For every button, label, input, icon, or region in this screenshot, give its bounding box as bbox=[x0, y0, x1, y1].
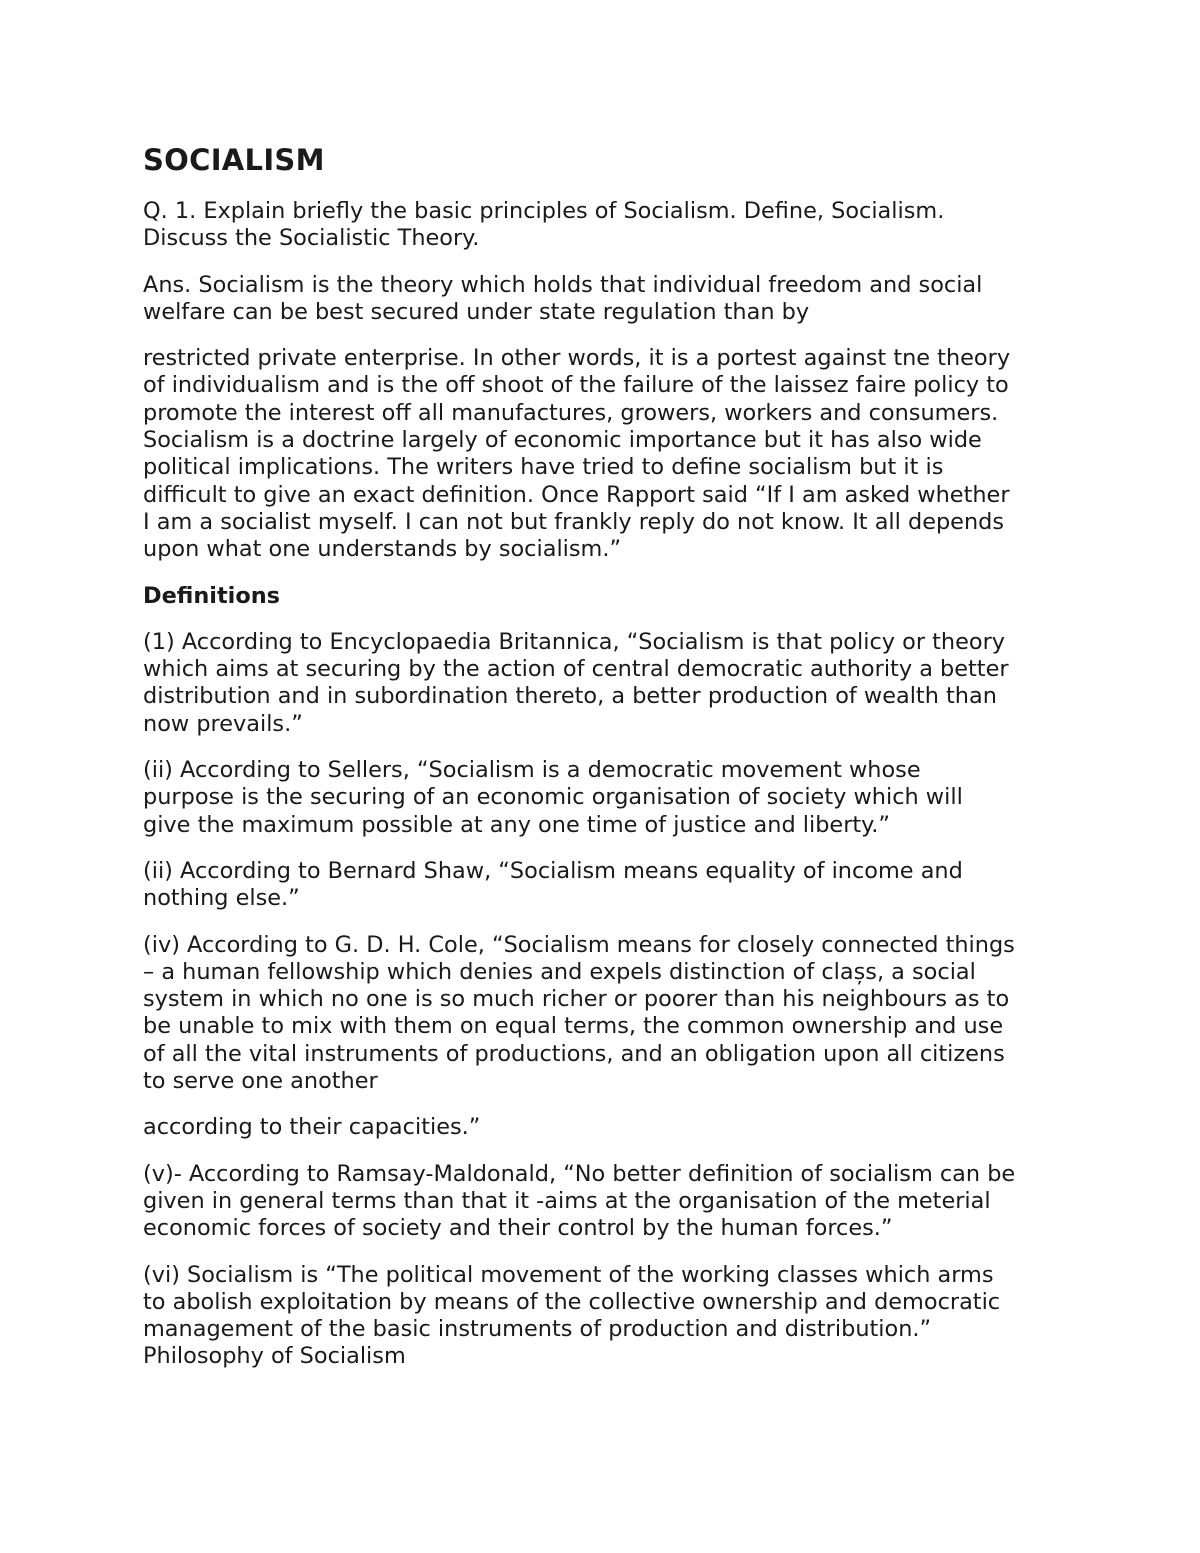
text-line: Q. 1. Explain briefly the basic principles of Socialism. Define, Socialism. bbox=[143, 198, 945, 224]
text-line: which aims at securing by the action of central democratic authority a better bbox=[143, 656, 1009, 683]
definition-paragraph-4-continued bbox=[143, 1114, 1068, 1141]
text-line: to abolish exploitation by means of the collective ownership and democratic bbox=[143, 1288, 1001, 1315]
text-line: upon what one understands by socialism.” bbox=[143, 536, 622, 563]
definition-paragraph-2 bbox=[143, 757, 1068, 839]
text-line: (iv) According to G. D. H. Cole, “Socialism means for closely connected things bbox=[143, 931, 1015, 958]
text-line: (vi) Socialism is “The political movement of the working classes which arms bbox=[143, 1261, 994, 1288]
text-line: (v)- According to Ramsay-Maldonald, “No better definition of socialism can be bbox=[143, 1160, 1016, 1187]
document-content bbox=[143, 140, 1068, 1390]
text-line: (1) According to Encyclopaedia Britannica, “Socialism is that policy or theory bbox=[143, 628, 1006, 655]
text-line: system in which no one is so much richer or poorer than his neighbours as to bbox=[143, 986, 1010, 1013]
definition-paragraph-1 bbox=[143, 629, 1068, 738]
definition-paragraph-3 bbox=[143, 858, 1068, 913]
text-line: – a human fellowship which denies and expels distinction of clașs, a social bbox=[143, 958, 976, 985]
text-line: management of the basic instruments of production and distribution.” bbox=[143, 1316, 932, 1343]
definitions-heading: Definitions bbox=[143, 582, 281, 609]
text-line: political implications. The writers have tried to define socialism but it is bbox=[143, 454, 944, 481]
text-line: Discuss the Socialistic Theory. bbox=[143, 225, 480, 252]
answer-body-paragraph bbox=[143, 345, 1068, 563]
text-line: Philosophy of Socialism bbox=[143, 1343, 406, 1370]
text-line: welfare can be best secured under state regulation than by bbox=[143, 298, 810, 325]
text-line: according to their capacities.” bbox=[143, 1114, 481, 1141]
document-title: SOCIALISM bbox=[143, 143, 325, 177]
text-line: to serve one another bbox=[143, 1068, 378, 1095]
question-paragraph bbox=[143, 198, 1068, 253]
text-line: of all the vital instruments of productions, and an obligation upon all citizens bbox=[143, 1040, 1005, 1067]
text-line: give the maximum possible at any one time of justice and liberty.” bbox=[143, 811, 890, 838]
answer-intro-paragraph bbox=[143, 272, 1068, 327]
definition-paragraph-6 bbox=[143, 1262, 1068, 1371]
text-line: (ii) According to Sellers, “Socialism is a democratic movement whose bbox=[143, 757, 921, 784]
text-line: restricted private enterprise. In other words, it is a portest against tne theory bbox=[143, 345, 1011, 372]
text-line: distribution and in subordination thereto, a better production of wealth than bbox=[143, 683, 997, 710]
definition-paragraph-5 bbox=[143, 1161, 1068, 1243]
text-line: (ii) According to Bernard Shaw, “Socialism means equality of income and bbox=[143, 857, 963, 884]
text-line: given in general terms than that it -aims at the organisation of the meterial bbox=[143, 1187, 991, 1214]
text-line: nothing else.” bbox=[143, 885, 300, 912]
text-line: purpose is the securing of an economic organisation of society which will bbox=[143, 784, 963, 811]
text-line: of individualism and is the off shoot of the failure of the laissez faire policy to bbox=[143, 372, 1009, 399]
text-line: be unable to mix with them on equal terms, the common ownership and use bbox=[143, 1013, 1004, 1040]
text-line: Socialism is a doctrine largely of economic importance but it has also wide bbox=[143, 427, 982, 454]
text-line: Ans. Socialism is the theory which holds that individual freedom and social bbox=[143, 271, 983, 298]
text-line: now prevails.” bbox=[143, 710, 303, 737]
text-line: difficult to give an exact definition. Once Rapport said “If I am asked whether bbox=[143, 481, 1010, 508]
text-line: I am a socialist myself. I can not but frankly reply do not know. It all depends bbox=[143, 508, 1005, 535]
text-line: economic forces of society and their control by the human forces.” bbox=[143, 1215, 893, 1242]
definition-paragraph-4 bbox=[143, 932, 1068, 1096]
text-line: promote the interest off all manufactures, growers, workers and consumers. bbox=[143, 399, 999, 426]
